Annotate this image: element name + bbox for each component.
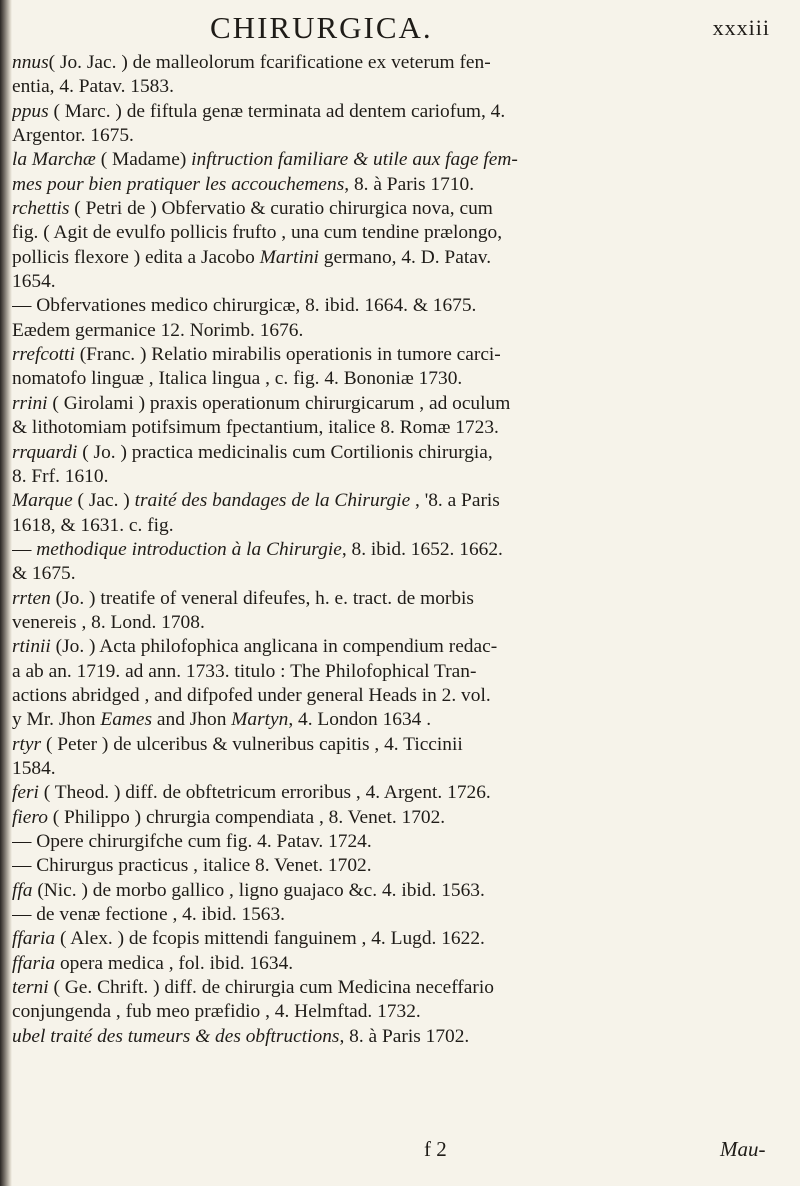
page-number: xxxiii: [712, 15, 770, 40]
italic-text: terni: [12, 977, 49, 999]
italic-text: methodique introduction à la Chirurgie: [36, 538, 342, 560]
roman-text: actions abridged , and difpofed under general Heads in 2. vol.: [12, 684, 491, 706]
entry-line: [12, 392, 787, 416]
binding-gutter: [0, 0, 12, 1186]
roman-text: (Nic. ) de morbo gallico , ligno guajaco &c. 4. ibid. 1563.: [32, 879, 485, 901]
entry-line: [12, 733, 787, 757]
bibliography-entries: [12, 51, 787, 1049]
italic-text: rtyr: [12, 733, 42, 755]
entry-line: [12, 879, 787, 903]
roman-text: opera medica , fol. ibid. 1634.: [55, 952, 294, 974]
roman-text: ( Marc. ) de fiftula genæ terminata ad dentem cariofum, 4.: [48, 100, 506, 122]
roman-text: and Jhon: [152, 709, 232, 731]
roman-text: Argentor. 1675.: [12, 125, 134, 147]
entry-line: [12, 197, 787, 221]
roman-text: venereis , 8. Lond. 1708.: [12, 611, 205, 633]
italic-text: rrten: [12, 587, 51, 609]
italic-text: rrini: [12, 392, 48, 414]
roman-text: a ab an. 1719. ad ann. 1733. titulo : The Philofophical Tran-: [12, 660, 477, 682]
italic-text: Martini: [259, 246, 319, 268]
roman-text: ( Peter ) de ulceribus & vulneribus capitis , 4. Ticcinii: [41, 733, 463, 755]
italic-text: Eames: [100, 709, 153, 731]
italic-text: rchettis: [12, 198, 70, 220]
italic-text: traité des bandages de la Chirurgie: [134, 490, 411, 512]
entry-line: [12, 221, 787, 245]
italic-text: nnus: [12, 52, 49, 73]
italic-text: ubel traité des tumeurs & des obftructions: [12, 1025, 340, 1047]
entry-line: [12, 781, 787, 805]
entry-line: [12, 100, 787, 124]
roman-text: , 8. à Paris 1710.: [344, 173, 475, 195]
entry-line: [12, 148, 787, 172]
entry-line: [12, 465, 787, 489]
entry-line: [12, 538, 787, 562]
entry-line: [12, 903, 787, 927]
roman-text: (Jo. ) Acta philofophica anglicana in compendium redac-: [50, 636, 498, 658]
entry-line: [12, 319, 787, 343]
italic-text: la Marchæ: [12, 149, 96, 171]
entry-line: [12, 416, 787, 440]
roman-text: , 8. ibid. 1652. 1662.: [341, 538, 503, 560]
italic-text: inftruction familiare & utile aux fage fem-: [191, 149, 518, 171]
italic-text: Marque: [12, 490, 73, 512]
roman-text: 1618, & 1631. c. fig.: [12, 514, 174, 536]
italic-text: rrefcotti: [12, 344, 75, 366]
roman-text: ( Jac. ): [72, 490, 135, 512]
entry-line: [12, 1000, 787, 1024]
roman-text: — Chirurgus practicus , italice 8. Venet. 1702.: [12, 855, 372, 877]
italic-text: ffaria: [12, 952, 56, 974]
italic-text: mes pour bien pratiquer les accouchemens: [12, 173, 345, 195]
entry-line: [12, 611, 787, 635]
roman-text: — Opere chirurgifche cum fig. 4. Patav. 1724.: [12, 831, 372, 852]
roman-text: germano, 4. D. Patav.: [318, 246, 492, 268]
entry-line: [12, 124, 787, 148]
roman-text: y Mr. Jhon: [12, 709, 101, 731]
roman-text: ( Jo. Jac. ) de malleolorum fcarificatione ex veterum fen-: [48, 52, 491, 73]
entry-line: [12, 270, 787, 294]
entry-line: [12, 246, 787, 270]
entry-line: [12, 708, 787, 732]
page-footer: [0, 1137, 800, 1165]
entry-line: [12, 757, 787, 781]
entry-line: [12, 806, 787, 830]
roman-text: — de venæ fectione , 4. ibid. 1563.: [12, 904, 286, 926]
entry-line: [12, 343, 787, 367]
roman-text: 1584.: [12, 757, 56, 779]
entry-line: [12, 952, 787, 976]
roman-text: nomatofo linguæ , Italica lingua , c. fig. 4. Bononiæ 1730.: [12, 368, 463, 390]
entry-line: [12, 635, 787, 659]
entry-line: [12, 976, 787, 1000]
roman-text: ( Jo. ) practica medicinalis cum Cortilionis chirurgia,: [77, 441, 493, 463]
roman-text: — Obfervationes medico chirurgicæ, 8. ibid. 1664. & 1675.: [12, 295, 477, 317]
roman-text: ( Madame): [95, 149, 192, 171]
italic-text: feri: [12, 782, 39, 804]
catchword: Mau-: [720, 1137, 766, 1161]
roman-text: ( Philippo ) chrurgia compendiata , 8. Venet. 1702.: [47, 806, 446, 828]
roman-text: 1654.: [12, 271, 56, 293]
roman-text: , 4. London 1634 .: [288, 709, 432, 731]
running-title: CHIRURGICA.: [210, 10, 433, 45]
signature-mark: f 2: [424, 1137, 447, 1161]
roman-text: ( Alex. ) de fcopis mittendi fanguinem , 4. Lugd. 1622.: [55, 928, 485, 950]
entry-line: [12, 684, 787, 708]
italic-text: ffa: [12, 879, 33, 901]
roman-text: 8. Frf. 1610.: [12, 465, 109, 487]
entry-line: [12, 830, 787, 854]
entry-line: [12, 587, 787, 611]
entry-line: [12, 441, 787, 465]
italic-text: rrquardi: [12, 441, 78, 463]
entry-line: [12, 173, 787, 197]
entry-line: [12, 75, 787, 99]
roman-text: ( Petri de ) Obfervatio & curatio chirurgica nova, cum: [69, 198, 493, 220]
italic-text: ppus: [12, 100, 49, 122]
entry-line: [12, 367, 787, 391]
roman-text: & lithotomiam potifsimum fpectantium, italice 8. Romæ 1723.: [12, 417, 499, 439]
roman-text: ( Girolami ) praxis operationum chirurgicarum , ad oculum: [47, 392, 511, 414]
roman-text: pollicis flexore ) edita a Jacobo: [12, 246, 260, 268]
roman-text: , '8. a Paris: [410, 490, 500, 512]
roman-text: —: [12, 538, 37, 560]
entry-line: [12, 489, 787, 513]
roman-text: conjungenda , fub meo præfidio , 4. Helmftad. 1732.: [12, 1001, 421, 1023]
roman-text: ( Ge. Chrift. ) diff. de chirurgia cum Medicina neceffario: [48, 977, 494, 999]
entry-line: [12, 927, 787, 951]
roman-text: entia, 4. Patav. 1583.: [12, 76, 174, 98]
roman-text: Eædem germanice 12. Norimb. 1676.: [12, 319, 304, 341]
roman-text: (Franc. ) Relatio mirabilis operationis in tumore carci-: [74, 344, 501, 366]
italic-text: ffaria: [12, 928, 56, 950]
roman-text: , 8. à Paris 1702.: [339, 1025, 470, 1047]
entry-line: [12, 514, 787, 538]
italic-text: rtinii: [12, 636, 51, 658]
roman-text: & 1675.: [12, 563, 76, 585]
roman-text: (Jo. ) treatife of veneral difeufes, h. e. tract. de morbis: [50, 587, 474, 609]
entry-line: [12, 660, 787, 684]
italic-text: Martyn: [231, 709, 289, 731]
page-header: [0, 10, 800, 50]
entry-line: [12, 854, 787, 878]
entry-line: [12, 294, 787, 318]
roman-text: fig. ( Agit de evulfo pollicis frufto , una cum tendine prælongo,: [12, 222, 503, 244]
entry-line: [12, 51, 787, 75]
roman-text: ( Theod. ) diff. de obftetricum erroribus , 4. Argent. 1726.: [38, 782, 491, 804]
entry-line: [12, 1025, 787, 1049]
entry-line: [12, 562, 787, 586]
italic-text: fiero: [12, 806, 48, 828]
